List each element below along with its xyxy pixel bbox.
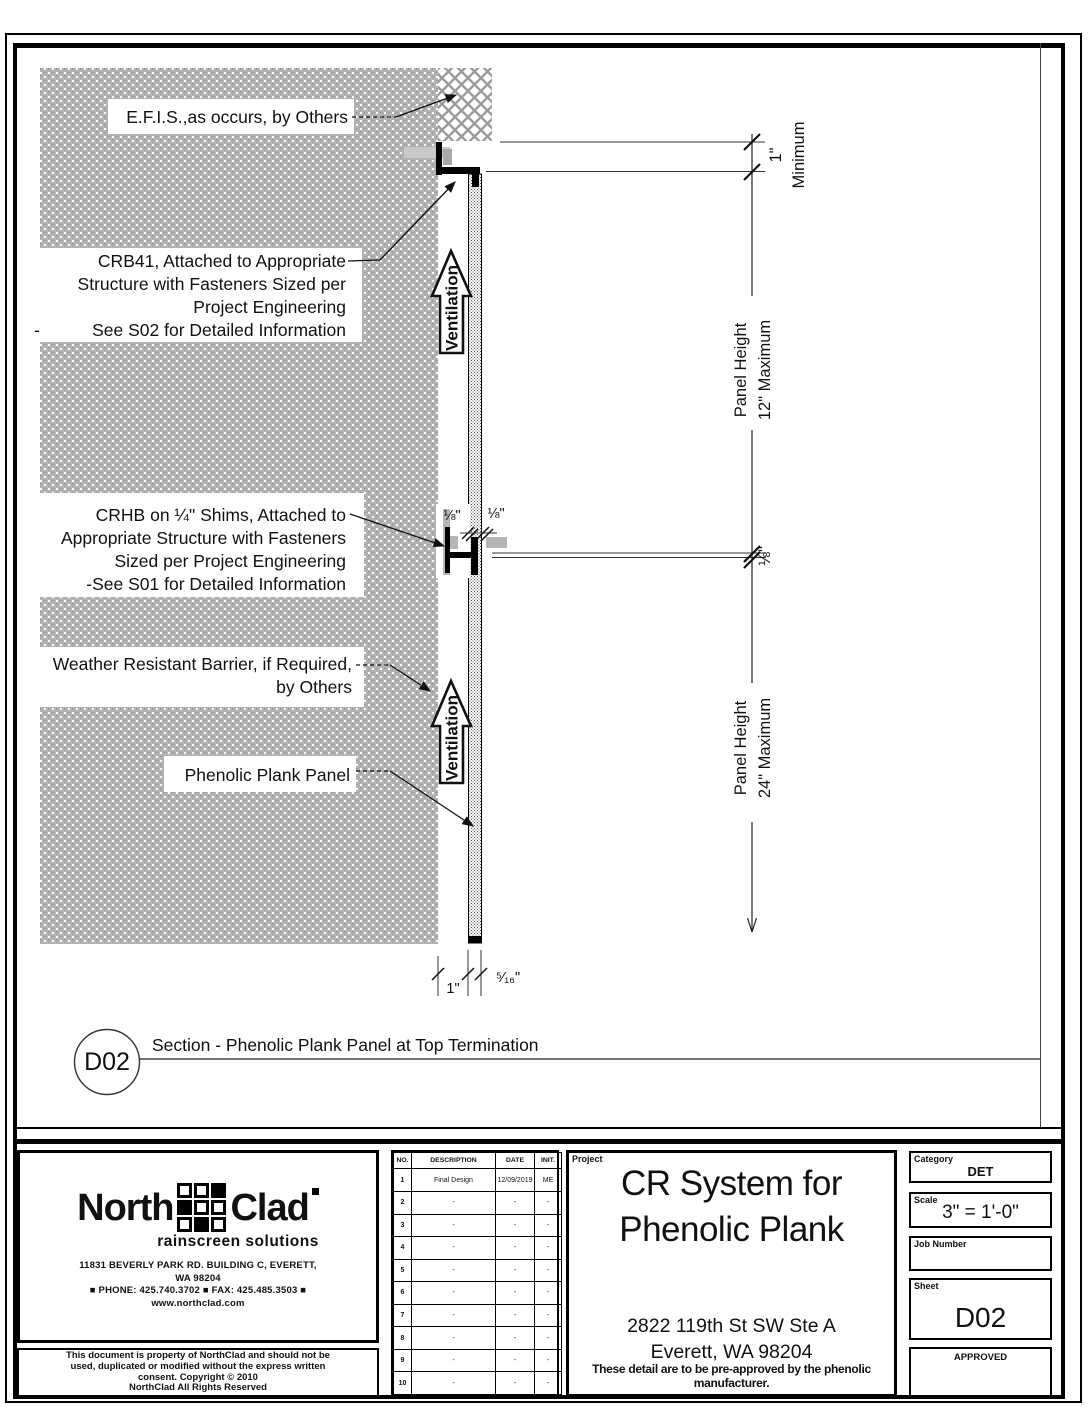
efis-hatch [438,68,492,141]
rev-date: - [496,1237,535,1260]
rev-description: - [412,1191,496,1214]
revision-table-box [391,1150,559,1397]
dim-1in-minimum: 1" [767,147,785,163]
crb41-label: Structure with Fasteners Sized per [77,274,346,294]
ventilation-label: Ventilation [442,265,462,351]
weather-barrier-label: by Others [276,677,352,697]
panel-bottom-cap [468,936,482,943]
rev-no: 3 [394,1214,412,1237]
category-box [909,1151,1052,1183]
copyright-line: consent. Copyright © 2010 [138,1371,258,1383]
revision-row [394,1372,562,1395]
pre-approval-note: These detail are to be pre-approved by the phenolic manufacturer. [592,1362,871,1390]
registered-mark-icon [312,1188,319,1195]
drawing-title: Section - Phenolic Plank Panel at Top Termination [152,1035,539,1055]
weather-barrier-label: Weather Resistant Barrier, if Required, [52,654,352,674]
crb41-bracket-hook [472,174,479,187]
sheet-box [909,1278,1052,1340]
efis-label: E.F.I.S.,as occurs, by Others [126,107,348,127]
col-header-description: DESCRIPTION [412,1153,496,1169]
northclad-logo-grid-icon [177,1183,226,1232]
dim-eighth-inch: ⅛" [756,546,774,566]
revision-row [394,1237,562,1260]
phenolic-panel-label: Phenolic Plank Panel [184,765,350,785]
scale-value: 3" = 1'-0" [942,1202,1019,1223]
rev-description: - [412,1349,496,1372]
approved-box [909,1347,1052,1397]
copyright-box [17,1348,379,1397]
rev-date: - [496,1191,535,1214]
rev-description: - [412,1327,496,1350]
rev-init: - [535,1372,562,1395]
job-number-box [909,1236,1052,1271]
sheet-number: D02 [954,1302,1007,1333]
rev-no: 5 [394,1259,412,1282]
rev-description: - [412,1372,496,1395]
crhb-bracket [471,537,478,575]
dim-panel-height-12: Panel Height [732,322,750,418]
rev-init: - [535,1191,562,1214]
project-address-line2: Everett, WA 98204 [650,1341,813,1363]
rev-date: - [496,1259,535,1282]
rev-date: - [496,1214,535,1237]
rev-date: - [496,1372,535,1395]
crhb-shim [450,536,458,549]
scale-label: Scale [914,1195,938,1205]
rev-date: - [496,1349,535,1372]
logo-clad-text: Clad [230,1186,309,1229]
copyright-line: used, duplicated or modified without the express written [70,1360,326,1372]
rev-no: 10 [394,1372,412,1395]
dim-eighth-inch: ⅛" [443,508,461,524]
rev-init: - [535,1304,562,1327]
dim-panel-height-24: Panel Height [732,700,750,796]
crb41-label: CRB41, Attached to Appropriate [97,251,346,271]
revision-row [394,1349,562,1372]
revision-row [394,1191,562,1214]
rev-no: 4 [394,1237,412,1260]
revision-row [394,1327,562,1350]
logo-tagline: rainscreen solutions [157,1233,319,1250]
website: www.northclad.com [151,1297,245,1309]
category-label: Category [914,1154,954,1164]
project-label: Project [572,1154,603,1164]
rev-date: 12/09/2019 [496,1169,535,1192]
rev-date: - [496,1304,535,1327]
crhb-label: CRHB on ¼" Shims, Attached to [95,505,346,525]
col-header-date: DATE [496,1153,535,1169]
rev-no: 1 [394,1169,412,1192]
rev-description: - [412,1259,496,1282]
rev-init: - [535,1282,562,1305]
dim-panel-height-12: 12" Maximum [756,319,774,421]
crb41-label-dash: - [34,320,40,340]
rev-description: - [412,1282,496,1305]
logo-north-text: North [77,1186,174,1229]
northclad-logo-box [17,1150,379,1343]
rev-init: - [535,1327,562,1350]
dim-five-sixteenth: ⁵⁄₁₆" [495,970,521,986]
crb41-label: Project Engineering [193,297,346,317]
rev-no: 2 [394,1191,412,1214]
revision-row [394,1214,562,1237]
project-title [569,1161,894,1253]
address-line2: WA 98204 [175,1272,221,1284]
col-header-no: NO. [394,1153,412,1169]
col-header-init: INIT. [535,1153,562,1169]
project-address [569,1313,894,1365]
dim-one-inch: 1" [446,981,460,997]
copyright-line: This document is property of NorthClad and should not be [66,1349,330,1361]
crhb-label: Sized per Project Engineering [114,551,346,571]
rev-no: 8 [394,1327,412,1350]
category-value: DET [967,1164,994,1179]
approved-label: APPROVED [953,1352,1008,1363]
project-address-line1: 2822 119th St SW Ste A [627,1315,836,1337]
job-number-label: Job Number [914,1239,967,1249]
rev-init: - [535,1237,562,1260]
address-line1: 11831 BEVERLY PARK RD. BUILDING C, EVERETT, [79,1260,317,1271]
rev-init: - [535,1259,562,1282]
crhb-label: Appropriate Structure with Fasteners [61,528,346,548]
revision-row [394,1259,562,1282]
phone-fax-line: ■ PHONE: 425.740.3702 ■ FAX: 425.485.3503 ■ [89,1285,307,1296]
rev-date: - [496,1282,535,1305]
dim-panel-height-24: 24" Maximum [756,697,774,799]
revision-header-row [394,1153,562,1169]
project-box [566,1150,897,1397]
crhb-label: -See S01 for Detailed Information [86,574,346,594]
project-title-line1: CR System for [620,1164,843,1203]
crb41-label: See S02 for Detailed Information [92,320,346,340]
northclad-logo [77,1183,319,1251]
rev-description: - [412,1214,496,1237]
copyright-line: NorthClad All Rights Reserved [129,1382,267,1394]
revision-row [394,1282,562,1305]
revision-table [393,1152,562,1395]
rev-init: - [535,1214,562,1237]
rev-date: - [496,1327,535,1350]
scale-box [909,1192,1052,1228]
company-address [79,1260,317,1310]
rev-description: Final Design [412,1169,496,1192]
crhb-bracket [445,527,450,573]
titleblock-top-line [13,1139,1065,1144]
rev-description: - [412,1237,496,1260]
ventilation-label: Ventilation [442,695,462,781]
rev-init: ME [535,1169,562,1192]
crb41-clip [443,149,452,165]
revision-row [394,1304,562,1327]
rev-no: 9 [394,1349,412,1372]
callout-id: D02 [84,1048,130,1076]
project-title-line2: Phenolic Plank [619,1210,844,1249]
rev-no: 7 [394,1304,412,1327]
revision-row [394,1169,562,1192]
rev-init: - [535,1349,562,1372]
dim-1in-minimum: Minimum [790,121,808,189]
crb41-bracket [436,167,480,174]
sheet-label: Sheet [914,1281,939,1291]
crhb-shim [486,537,507,548]
rev-no: 6 [394,1282,412,1305]
rev-description: - [412,1304,496,1327]
dim-tick [432,968,487,980]
dim-eighth-inch: ⅛" [487,506,505,522]
